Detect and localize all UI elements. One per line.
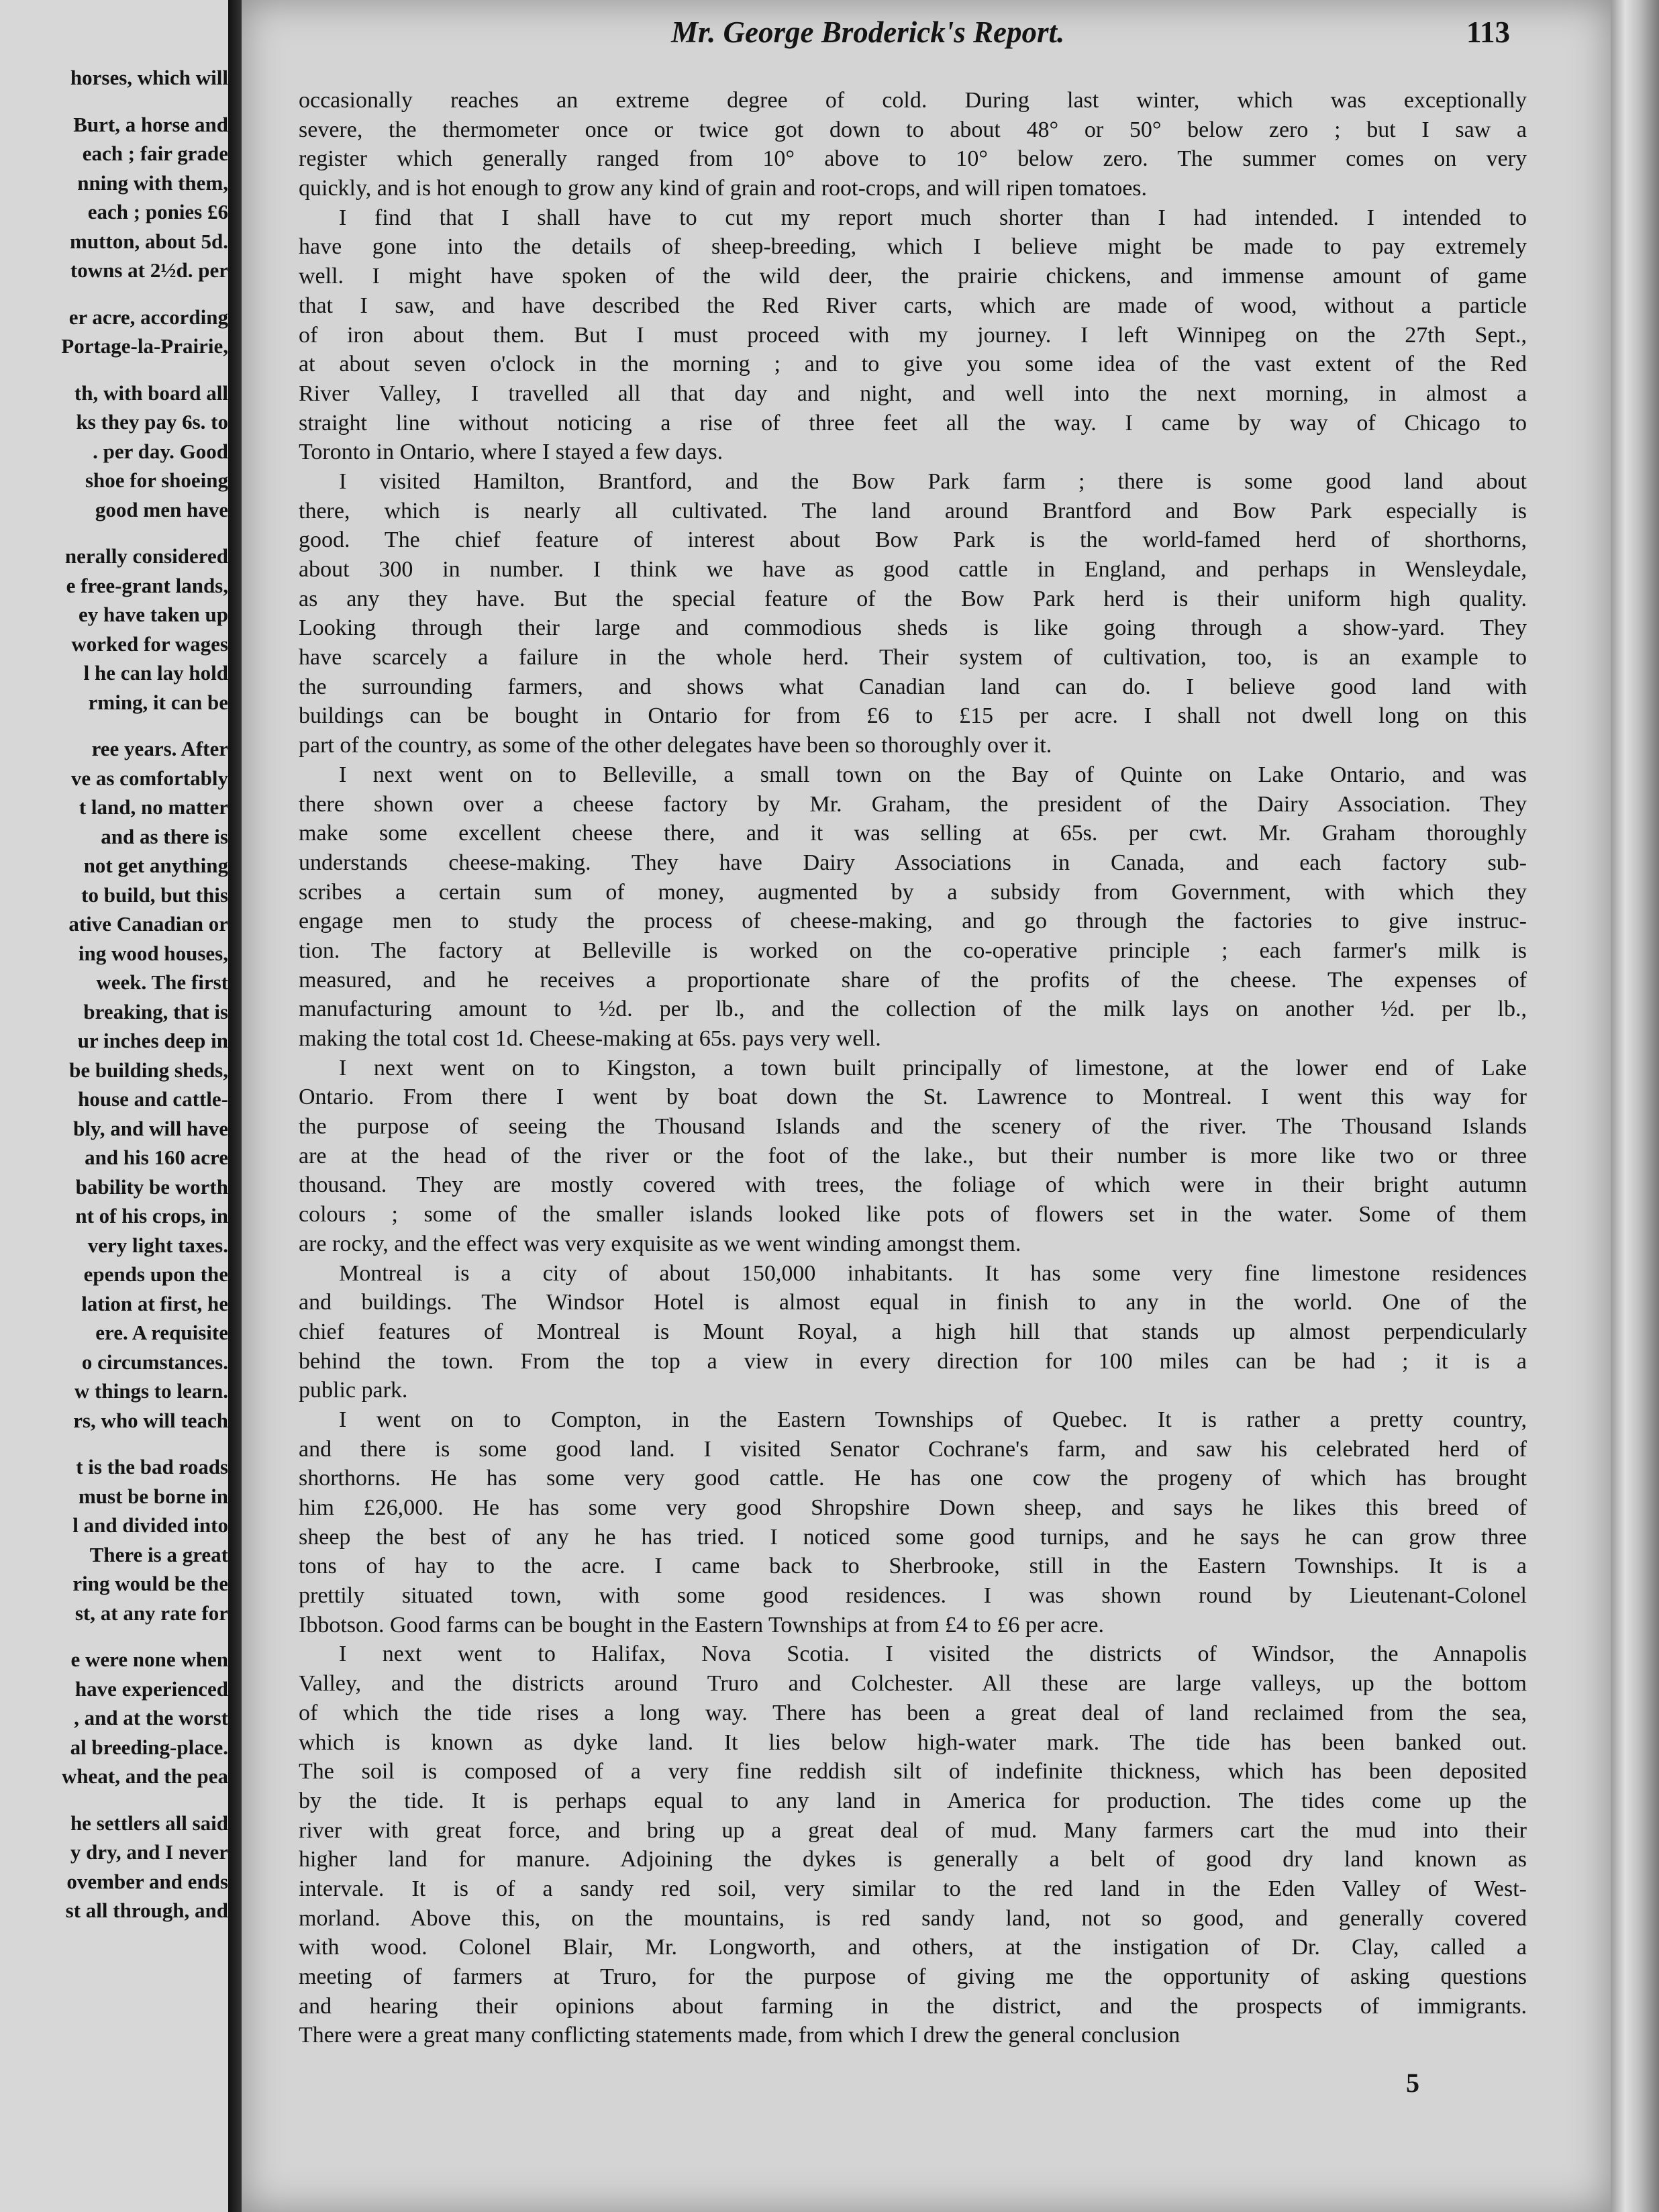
left-page-line: be building sheds,	[69, 1058, 228, 1082]
left-page-line: rs, who will teach	[73, 1408, 228, 1432]
left-page-line: house and cattle-	[78, 1087, 228, 1111]
text-line: good. The chief feature of interest about Bow Park is the world-famed herd of shorthorns,	[299, 527, 1527, 553]
left-page-line: and as there is	[101, 824, 228, 848]
left-page-line: , and at the worst	[74, 1706, 228, 1729]
left-page-line: epends upon the	[83, 1262, 228, 1286]
left-page-line: st all through, and	[65, 1899, 228, 1922]
left-page-line: towns at 2½d. per	[70, 258, 228, 282]
text-line: by the tide. It is perhaps equal to any land in America for production. The tides come up the	[299, 1788, 1527, 1813]
left-page-line: worked for wages	[71, 632, 228, 656]
text-line: Ibbotson. Good farms can be bought in the Eastern Townships at from £4 to £6 per acre.	[299, 1612, 1104, 1638]
text-line: There were a great many conflicting statements made, from which I drew the general conclusion	[299, 2023, 1180, 2048]
text-line: chief features of Montreal is Mount Royal, a high hill that stands up almost perpendicularly	[299, 1319, 1527, 1344]
left-page-line: nt of his crops, in	[75, 1204, 228, 1227]
text-line: that I saw, and have described the Red River carts, which are made of wood, without a particle	[299, 293, 1527, 318]
left-page-line: th, with board all	[74, 381, 228, 405]
left-page-line: and his 160 acre	[85, 1146, 228, 1169]
text-line: tion. The factory at Belleville is worked on the co-operative principle ; each farmer's milk is	[299, 938, 1527, 963]
text-line: Montreal is a city of about 150,000 inhabitants. It has some very fine limestone residences	[339, 1260, 1527, 1286]
left-page-line: must be borne in	[78, 1484, 228, 1508]
text-line: public park.	[299, 1378, 408, 1403]
left-page-line: l and divided into	[72, 1513, 228, 1537]
text-line: severe, the thermometer once or twice got down to about 48° or 50° below zero ; but I saw a	[299, 117, 1527, 142]
left-page-line: w things to learn.	[74, 1379, 228, 1403]
left-page-line: ve as comfortably	[70, 766, 228, 790]
text-line: about 300 in number. I think we have as good cattle in England, and perhaps in Wensleydale,	[299, 557, 1527, 582]
text-line: buildings can be bought in Ontario for from £6 to £15 per acre. I shall not dwell long on this	[299, 703, 1527, 729]
text-line: shorthorns. He has some very good cattle. He has one cow the progeny of which has brought	[299, 1466, 1527, 1491]
left-page-line: good men have	[95, 497, 228, 521]
text-line: at about seven o'clock in the morning ; and to give you some idea of the vast extent of the Red	[299, 352, 1527, 377]
left-page-line: al breeding-place.	[70, 1735, 228, 1759]
text-line: there shown over a cheese factory by Mr. Graham, the president of the Dairy Association. They	[299, 791, 1527, 817]
text-line: and there is some good land. I visited Senator Cochrane's farm, and saw his celebrated herd of	[299, 1436, 1527, 1462]
left-page-line: have experienced	[74, 1676, 228, 1701]
text-line: of iron about them. But I must proceed with my journey. I left Winnipeg on the 27th Sept.,	[299, 322, 1527, 348]
page-edge	[1611, 0, 1659, 2212]
left-page-line: mutton, about 5d.	[70, 229, 228, 253]
left-page-line: ks they pay 6s. to	[76, 410, 228, 434]
text-line: manufacturing amount to ½d. per lb., and the collection of the milk lays on another ½d. per lb.,	[299, 997, 1527, 1022]
text-line: as any they have. But the special feature of the Bow Park herd is their uniform high quality.	[299, 586, 1527, 611]
text-line: and hearing their opinions about farming in the district, and the prospects of immigrants.	[299, 1993, 1527, 2019]
left-page-line: breaking, that is	[83, 999, 228, 1023]
left-page-line: ere. A requisite	[95, 1321, 228, 1344]
text-line: Valley, and the districts around Truro and Colchester. All these are large valleys, up the bottom	[299, 1671, 1527, 1697]
left-page-line: he settlers all said	[70, 1811, 228, 1835]
left-page-line: wheat, and the pea	[61, 1764, 228, 1788]
page-number: 113	[1466, 15, 1511, 49]
text-line: with wood. Colonel Blair, Mr. Longworth, and others, at the instigation of Dr. Clay, called a	[299, 1935, 1527, 1960]
left-page-line: ey have taken up	[78, 603, 228, 626]
left-page-line: each ; fair grade	[82, 142, 228, 165]
text-line: sheep the best of any he has tried. I noticed some good turnips, and he says he can grow three	[299, 1524, 1527, 1550]
text-line: I visited Hamilton, Brantford, and the Bow Park farm ; there is some good land about	[339, 468, 1527, 494]
left-page-line: er acre, according	[68, 305, 228, 329]
text-line: I next went to Halifax, Nova Scotia. I visited the districts of Windsor, the Annapolis	[339, 1642, 1527, 1667]
text-line: measured, and he receives a proportionate share of the profits of the cheese. The expenses of	[299, 967, 1527, 993]
text-line: The soil is composed of a very fine reddish silt of indefinite thickness, which has been deposited	[299, 1759, 1527, 1784]
left-page-line: There is a great	[89, 1542, 228, 1566]
text-line: meeting of farmers at Truro, for the purpose of giving me the opportunity of asking questions	[299, 1964, 1527, 1989]
left-page-line: st, at any rate for	[74, 1601, 228, 1625]
text-line: scribes a certain sum of money, augmented by a subsidy from Government, with which they	[299, 879, 1527, 905]
text-line: are rocky, and the effect was very exquisite as we went winding amongst them.	[299, 1231, 1021, 1256]
left-page-line: nerally considered	[64, 544, 228, 568]
body-text	[299, 86, 1527, 2050]
text-line: occasionally reaches an extreme degree of cold. During last winter, which was exceptionally	[299, 88, 1527, 113]
text-line: river with great force, and bring up a great deal of mud. Many farmers cart the mud into their	[299, 1817, 1527, 1843]
left-page-line: Portage-la-Prairie,	[61, 334, 228, 358]
text-line: making the total cost 1d. Cheese-making at 65s. pays very well.	[299, 1026, 881, 1051]
left-page-line: shoe for shoeing	[85, 468, 228, 492]
left-page-line: e free-grant lands,	[66, 573, 228, 597]
signature-mark: 5	[1406, 2068, 1419, 2098]
left-page-line: week. The first	[96, 970, 228, 994]
left-page-line: each ; ponies £6	[87, 200, 228, 223]
left-page-line: ree years. After	[91, 737, 228, 760]
text-line: have scarcely a failure in the whole herd. Their system of cultivation, too, is an example to	[299, 645, 1527, 670]
left-page-line: ring would be the	[72, 1572, 228, 1595]
left-page-line: t is the bad roads	[76, 1455, 228, 1478]
text-line: River Valley, I travelled all that day and night, and well into the next morning, in almost a	[299, 381, 1527, 406]
left-page-line: rming, it can be	[88, 690, 228, 714]
left-page-fragment	[0, 0, 228, 2212]
text-line: Toronto in Ontario, where I stayed a few days.	[299, 440, 723, 465]
text-line: behind the town. From the top a view in every direction for 100 miles can be had ; it is a	[299, 1348, 1527, 1374]
text-line: I went on to Compton, in the Eastern Townships of Quebec. It is rather a pretty country,	[339, 1407, 1527, 1432]
left-page-line: ovember and ends	[66, 1869, 228, 1893]
text-line: straight line without noticing a rise of three feet all the way. I came by way of Chicago to	[299, 410, 1527, 436]
text-line: I next went on to Kingston, a town built principally of limestone, at the lower end of Lake	[339, 1055, 1527, 1080]
left-page-line: ur inches deep in	[77, 1029, 228, 1052]
left-page-line: nning with them,	[77, 170, 228, 195]
text-line: quickly, and is hot enough to grow any kind of grain and root-crops, and will ripen tomatoes.	[299, 176, 1148, 201]
text-line: are at the head of the river or the foot of the lake., but their number is more like two or three	[299, 1143, 1527, 1168]
text-line: register which generally ranged from 10° above to 10° below zero. The summer comes on very	[299, 146, 1527, 172]
left-page-line: very light taxes.	[87, 1233, 228, 1257]
left-page-line: o circumstances.	[81, 1350, 228, 1374]
left-page-line: bly, and will have	[73, 1116, 228, 1140]
left-page-line: lation at first, he	[81, 1291, 228, 1315]
text-line: there, which is nearly all cultivated. The land around Brantford and Bow Park especially is	[299, 498, 1527, 523]
text-line: and buildings. The Windsor Hotel is almost equal in finish to any in the world. One of the	[299, 1290, 1527, 1315]
text-line: Looking through their large and commodious sheds is like going through a show-yard. They	[299, 615, 1527, 641]
text-line: which is known as dyke land. It lies below high-water mark. The tide has been banked out.	[299, 1729, 1527, 1755]
text-line: understands cheese-making. They have Dairy Associations in Canada, and each factory sub-	[299, 850, 1527, 875]
left-page-line: horses, which will	[70, 66, 228, 89]
text-line: prettily situated town, with some good residences. I was shown round by Lieutenant-Colonel	[299, 1583, 1527, 1609]
left-page-line: ative Canadian or	[68, 912, 228, 936]
text-line: thousand. They are mostly covered with trees, the foliage of which were in their bright autumn	[299, 1172, 1527, 1198]
left-page-line: Burt, a horse and	[73, 112, 228, 136]
text-line: well. I might have spoken of the wild deer, the prairie chickens, and immense amount of game	[299, 264, 1527, 289]
text-line: of which the tide rises a long way. There has been a great deal of land reclaimed from the sea,	[299, 1700, 1527, 1725]
text-line: higher land for manure. Adjoining the dykes is generally a belt of good dry land known as	[299, 1847, 1527, 1872]
right-page	[242, 0, 1611, 2212]
left-page-line: l he can lay hold	[83, 661, 228, 685]
text-line: intervale. It is of a sandy red soil, very similar to the red land in the Eden Valley of West-	[299, 1876, 1527, 1901]
text-line: him £26,000. He has some very good Shropshire Down sheep, and says he likes this breed of	[299, 1495, 1527, 1520]
left-page-line: to build, but this	[81, 883, 228, 907]
left-page-line: e were none when	[70, 1648, 228, 1671]
text-line: I next went on to Belleville, a small town on the Bay of Quinte on Lake Ontario, and was	[339, 762, 1527, 787]
text-line: make some excellent cheese there, and it was selling at 65s. per cwt. Mr. Graham thoroughly	[299, 821, 1527, 846]
text-line: part of the country, as some of the other delegates have been so thoroughly over it.	[299, 733, 1052, 758]
text-line: engage men to study the process of cheese-making, and go through the factories to give instruc-	[299, 909, 1527, 934]
text-line: I find that I shall have to cut my report much shorter than I had intended. I intended to	[339, 205, 1527, 230]
text-line: have gone into the details of sheep-breeding, which I believe might be made to pay extremely	[299, 234, 1527, 260]
left-page-line: ing wood houses,	[78, 941, 228, 965]
text-line: the surrounding farmers, and shows what Canadian land can do. I believe good land with	[299, 674, 1527, 699]
running-header: Mr. George Broderick's Report.	[671, 15, 1065, 49]
left-page-line: bability be worth	[75, 1174, 228, 1199]
text-line: tons of hay to the acre. I came back to Sherbrooke, still in the Eastern Townships. It is a	[299, 1554, 1527, 1579]
text-line: the purpose of seeing the Thousand Islands and the scenery of the river. The Thousand Islands	[299, 1114, 1527, 1140]
left-page-line: . per day. Good	[93, 439, 228, 463]
text-line: morland. Above this, on the mountains, is red sandy land, not so good, and generally covered	[299, 1905, 1527, 1931]
text-line: colours ; some of the smaller islands looked like pots of flowers set in the water. Some of them	[299, 1202, 1527, 1227]
left-page-line: y dry, and I never	[70, 1840, 228, 1864]
left-page-line: t land, no matter	[79, 795, 228, 819]
left-page-line: not get anything	[83, 854, 228, 877]
text-line: Ontario. From there I went by boat down the St. Lawrence to Montreal. I went this way for	[299, 1085, 1527, 1110]
